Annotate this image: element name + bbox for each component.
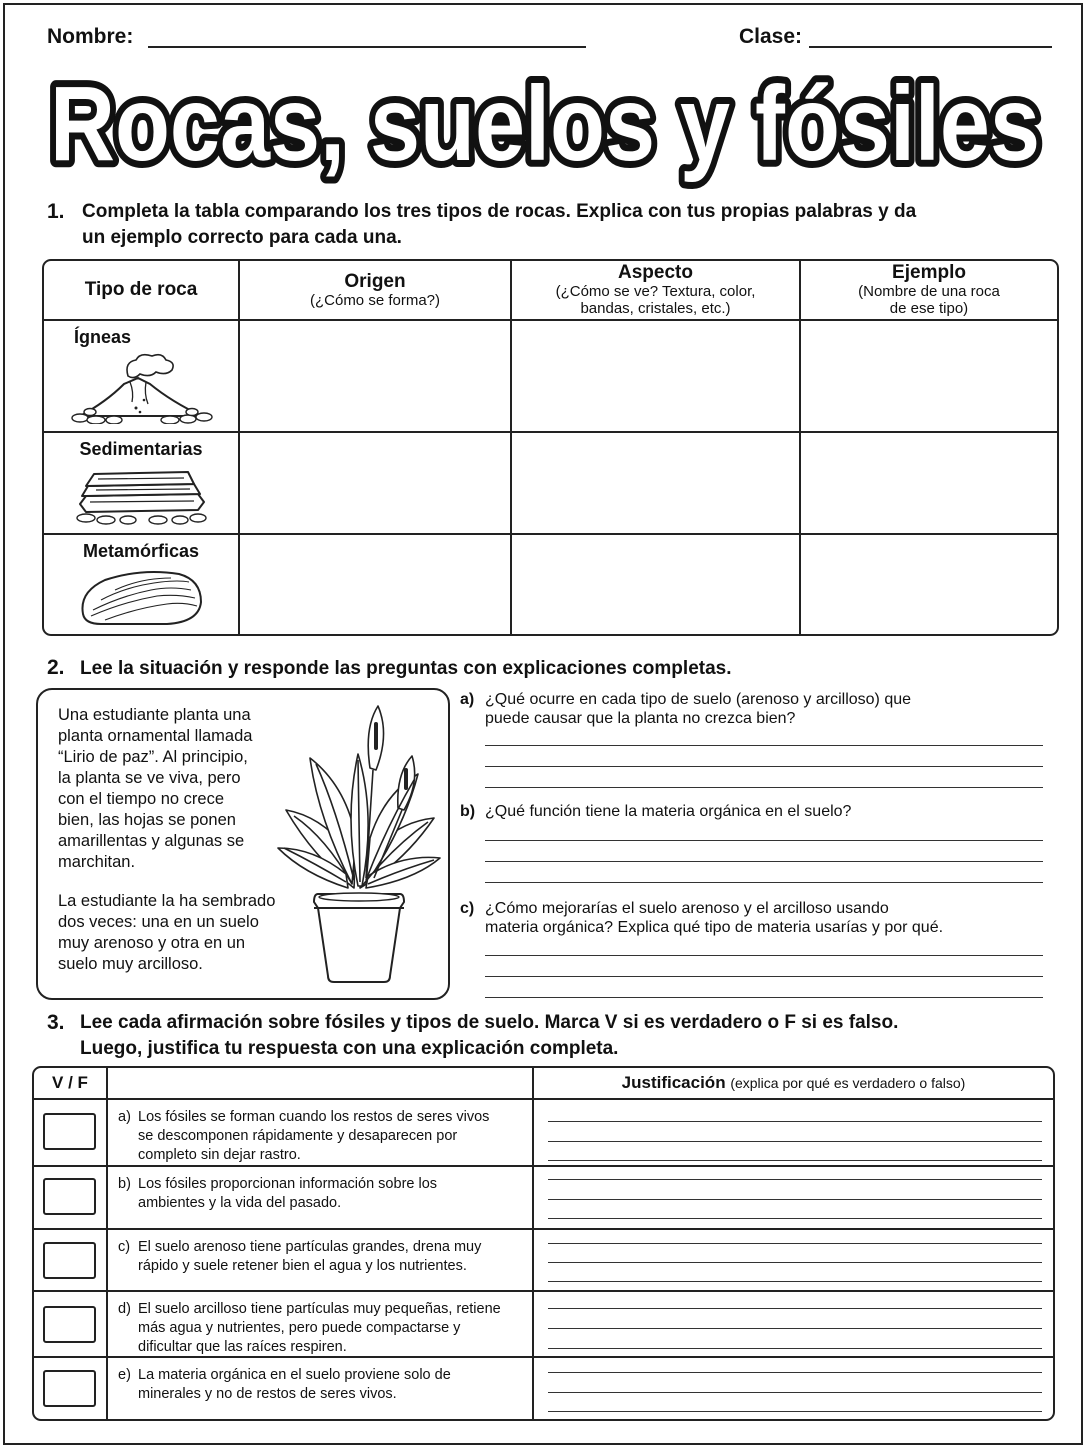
answer-line-2a-1[interactable] bbox=[485, 745, 1043, 746]
story-paragraph-2: La estudiante la ha sembrado dos veces: una en un suelo muy arenoso y otra en un suelo muy arcilloso. bbox=[58, 892, 276, 973]
justification-line-a-3[interactable] bbox=[548, 1160, 1042, 1161]
row-head-metamorphic bbox=[44, 535, 240, 634]
tf-row-e bbox=[34, 1358, 1053, 1419]
vf-checkbox-c[interactable] bbox=[43, 1242, 96, 1279]
col-appearance: Aspecto (¿Cómo se ve? Textura, color, bandas, cristales, etc.) bbox=[512, 261, 801, 321]
justification-line-e-2[interactable] bbox=[548, 1392, 1042, 1393]
class-label: Clase: bbox=[739, 25, 803, 48]
statement-c: c) El suelo arenoso tiene partículas grandes, drena muy rápido y suele retener bien el agua y los nutrientes. bbox=[108, 1230, 534, 1292]
name-field[interactable] bbox=[148, 46, 586, 48]
row-label-metamorphic: Metamórficas bbox=[82, 540, 200, 561]
justification-line-e-1[interactable] bbox=[548, 1372, 1042, 1373]
justification-a bbox=[534, 1100, 1053, 1167]
q1-number: 1. bbox=[47, 200, 65, 223]
tf-row-b bbox=[34, 1167, 1053, 1230]
q3-number: 3. bbox=[47, 1011, 65, 1034]
tf-row-a bbox=[34, 1100, 1053, 1167]
justification-line-b-3[interactable] bbox=[548, 1218, 1042, 1219]
question-2b: b) ¿Qué función tiene la materia orgánica en el suelo? bbox=[460, 803, 852, 820]
true-false-table bbox=[32, 1066, 1055, 1421]
col-origin: Origen (¿Cómo se forma?) bbox=[240, 261, 512, 321]
justification-line-b-1[interactable] bbox=[548, 1179, 1042, 1180]
cell-sedimentary-example[interactable] bbox=[801, 433, 1057, 534]
col-vf: V / F bbox=[34, 1068, 108, 1100]
class-field[interactable] bbox=[809, 46, 1052, 48]
q3-text bbox=[80, 1010, 1050, 1062]
col-rock-type: Tipo de roca bbox=[44, 261, 240, 321]
volcano-icon bbox=[66, 352, 216, 424]
vf-checkbox-b[interactable] bbox=[43, 1178, 96, 1215]
question-2c: c) ¿Cómo mejorarías el suelo arenoso y el arcilloso usando materia orgánica? Explica qué tipo de materia usarías y por qué. bbox=[460, 900, 944, 936]
answer-line-2c-2[interactable] bbox=[485, 976, 1043, 977]
justification-d bbox=[534, 1292, 1053, 1358]
col-example: Ejemplo (Nombre de una roca de ese tipo) bbox=[801, 261, 1057, 321]
justification-line-c-3[interactable] bbox=[548, 1281, 1042, 1282]
vf-checkbox-d[interactable] bbox=[43, 1306, 96, 1343]
answer-line-2c-1[interactable] bbox=[485, 955, 1043, 956]
cell-sedimentary-origin[interactable] bbox=[240, 433, 512, 534]
q2-text: Lee la situación y responde las preguntas con explicaciones completas. bbox=[80, 658, 732, 679]
answer-line-2c-3[interactable] bbox=[485, 997, 1043, 998]
row-label-igneous: Ígneas bbox=[74, 327, 132, 347]
table-header-row bbox=[44, 261, 1057, 321]
tf-row-c bbox=[34, 1230, 1053, 1292]
col-justification: Justificación (explica por qué es verdadero o falso) bbox=[534, 1068, 1053, 1100]
statement-a: a) Los fósiles se forman cuando los restos de seres vivos se descomponen rápidamente y desaparecen por completo sin dejar rastro. bbox=[108, 1100, 534, 1167]
potted-plant-icon bbox=[274, 698, 444, 988]
page-title bbox=[40, 62, 1050, 192]
table-row-igneous bbox=[44, 321, 1057, 433]
cell-igneous-appearance[interactable] bbox=[512, 321, 801, 433]
justification-line-b-2[interactable] bbox=[548, 1199, 1042, 1200]
question-2a: a) ¿Qué ocurre en cada tipo de suelo (arenoso y arcilloso) que puede causar que la planta no crezca bien? bbox=[460, 691, 912, 727]
justification-c bbox=[534, 1230, 1053, 1292]
answer-line-2b-2[interactable] bbox=[485, 861, 1043, 862]
justification-line-a-1[interactable] bbox=[548, 1121, 1042, 1122]
statement-e: e) La materia orgánica en el suelo proviene solo de minerales y no de restos de seres vivos. bbox=[108, 1358, 534, 1419]
answer-line-2b-3[interactable] bbox=[485, 882, 1043, 883]
cell-metamorphic-appearance[interactable] bbox=[512, 535, 801, 634]
statement-b: b) Los fósiles proporcionan información sobre los ambientes y la vida del pasado. bbox=[108, 1167, 534, 1230]
q1-text-line1: Completa la tabla comparando los tres tipos de rocas. Explica con tus propias palabras y da bbox=[82, 201, 917, 222]
story-paragraph-1: Una estudiante planta una planta ornamental llamada “Lirio de paz”. Al principio, la planta se ve viva, pero con el tiempo no crece bien, las hojas se ponen amarillentas y algunas se marchitan. bbox=[58, 706, 253, 871]
page-title-text: Rocas, suelos y fósiles bbox=[50, 65, 1040, 183]
cell-igneous-example[interactable] bbox=[801, 321, 1057, 433]
banded-rock-icon bbox=[71, 566, 211, 628]
table-row-sedimentary bbox=[44, 433, 1057, 534]
justification-e bbox=[534, 1358, 1053, 1419]
table-row-metamorphic bbox=[44, 535, 1057, 634]
justification-b bbox=[534, 1167, 1053, 1230]
statement-d: d) El suelo arcilloso tiene partículas muy pequeñas, retiene más agua y nutrientes, pero puede compactarse y dificultar que las raíces respiren. bbox=[108, 1292, 534, 1358]
row-head-sedimentary bbox=[44, 433, 240, 534]
name-label: Nombre: bbox=[47, 25, 134, 48]
justification-line-d-1[interactable] bbox=[548, 1308, 1042, 1309]
justification-line-e-3[interactable] bbox=[548, 1411, 1042, 1412]
story-box bbox=[36, 688, 450, 1000]
vf-checkbox-e[interactable] bbox=[43, 1370, 96, 1407]
rock-types-table bbox=[42, 259, 1059, 636]
cell-metamorphic-example[interactable] bbox=[801, 535, 1057, 634]
answer-line-2a-2[interactable] bbox=[485, 766, 1043, 767]
tf-header-row bbox=[34, 1068, 1053, 1100]
row-head-igneous bbox=[44, 321, 240, 433]
justification-line-c-1[interactable] bbox=[548, 1243, 1042, 1244]
q3-text-line1: Lee cada afirmación sobre fósiles y tipos de suelo. Marca V si es verdadero o F si es falso. bbox=[80, 1012, 899, 1033]
cell-metamorphic-origin[interactable] bbox=[240, 535, 512, 634]
q2-number: 2. bbox=[47, 656, 65, 679]
col-statement bbox=[108, 1068, 534, 1100]
justification-line-d-2[interactable] bbox=[548, 1328, 1042, 1329]
answer-line-2b-1[interactable] bbox=[485, 840, 1043, 841]
answer-line-2a-3[interactable] bbox=[485, 787, 1043, 788]
tf-row-d bbox=[34, 1292, 1053, 1358]
q1-text bbox=[82, 199, 1042, 251]
justification-line-a-2[interactable] bbox=[548, 1141, 1042, 1142]
q1-text-line2: un ejemplo correcto para cada una. bbox=[82, 227, 402, 248]
justification-line-d-3[interactable] bbox=[548, 1348, 1042, 1349]
cell-sedimentary-appearance[interactable] bbox=[512, 433, 801, 534]
vf-checkbox-a[interactable] bbox=[43, 1113, 96, 1150]
justification-line-c-2[interactable] bbox=[548, 1262, 1042, 1263]
cell-igneous-origin[interactable] bbox=[240, 321, 512, 433]
layered-rock-icon bbox=[66, 464, 216, 526]
row-label-sedimentary: Sedimentarias bbox=[79, 439, 203, 460]
q3-text-line2: Luego, justifica tu respuesta con una explicación completa. bbox=[80, 1038, 619, 1059]
